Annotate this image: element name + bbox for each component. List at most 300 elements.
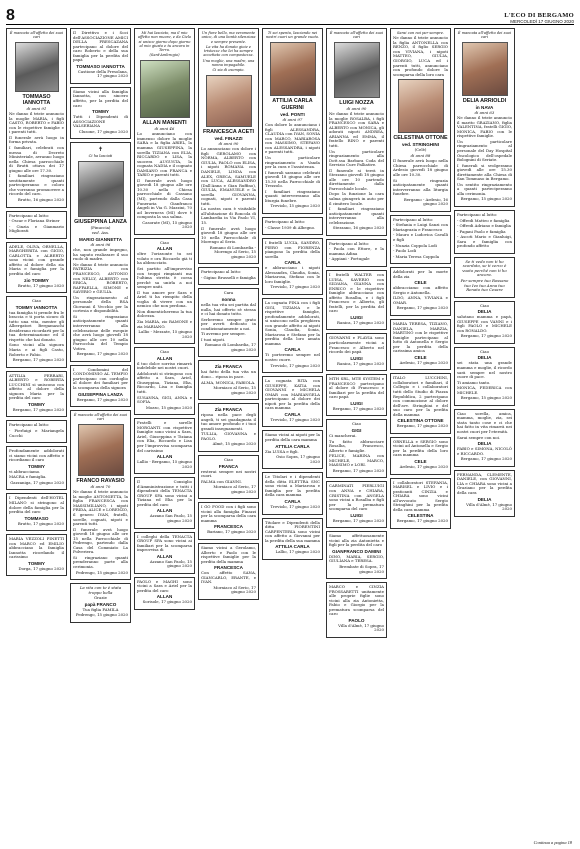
name: ALLAN <box>156 553 173 559</box>
masthead <box>504 12 574 24</box>
place-date: Bergamo, 17 giugno 2020 <box>460 456 512 462</box>
message: che, non grande impegno, ha saputo realizzare il suo ruolo di madre. <box>73 247 128 262</box>
message: Titolare e Dipendenti della ditta FIORENTINI CARPENTERIA sono vicini con affetto a Giovanni per la perdita della sua mamma <box>265 519 320 543</box>
thanks: Si ringrazia anticipatamente quanti interverranno alla liturgia funebre. <box>393 177 448 197</box>
name: TOMMY IANNOTTA <box>15 304 58 310</box>
message: Serberemo sempre grato per averti dedicato in condizionatamente a noi. <box>201 316 256 331</box>
intro-text: È mancato all'affetto dei suoi cari <box>73 413 128 422</box>
condolence-note <box>6 296 67 368</box>
condolence-note <box>390 373 451 433</box>
name: DELIA <box>477 441 492 447</box>
list-entry: - Cinzia e Gianmario Migliorati <box>9 223 64 234</box>
condolence-note <box>326 582 387 638</box>
list-title: Partecipano al lutto: <box>265 218 306 224</box>
place-date: Almè, 15 giugno 2020 <box>212 441 256 447</box>
thanks: Un ringraziamento al personale della RSA Giovanni il Vecchio per la cortesia e disponibilità. <box>73 294 128 314</box>
thanks: Si ringraziano quanti prenderanno parte alla cerimonia. <box>73 554 128 569</box>
place-date: Mozzo, 15 giugno 2020 <box>145 404 192 410</box>
message: Ci mancherai. <box>329 433 357 439</box>
condolence-list <box>390 215 451 264</box>
signature: Con affetto SANA, GIANCARLO, ERANTE, e IVAN. <box>201 570 256 585</box>
visitation-info: La nostra cara è visitabile all'abitazione di Roncola di Lambardia in Via Paolo VI, 15. <box>201 206 256 225</box>
intro-text: La vita ha donato gioie e tristezze che lei ha sempre accettato con compostezza. <box>203 44 254 58</box>
intro-text: Ci sia di esempio. <box>212 68 245 73</box>
obituary-lanza <box>70 142 131 362</box>
age: di anni 96 <box>90 241 111 247</box>
message: Sei partito all'improvviso con troppi rimpianti ma l'ultima stretta è coesa perché sa unirla a noi sempre uniti. <box>137 266 192 290</box>
condolence-note <box>454 470 515 517</box>
message: Grazie <box>94 595 107 601</box>
greeting: Ciao <box>480 302 489 308</box>
page-number: 8 <box>6 7 15 24</box>
obituary-guerini <box>262 28 323 214</box>
place-date: Bergamo, 17 giugno 2020 <box>396 423 448 429</box>
place-date: Bergamo, 17 giugno 2020 <box>12 406 64 412</box>
announcement: Con dolore lo annunciano i figli ALESSANDRA, CLAUDIA con IVAN, SONIA con MARCO, MARIAROSA con MASSIMO, STEFANO con ALESSANDRA, i nipoti e parenti tutti. <box>265 122 320 155</box>
place-date: Treviolo, 17 giugno 2020 <box>270 284 320 290</box>
place-date: Morniaco al Serio, 17 giugno 2020 <box>213 484 256 494</box>
condolence-note <box>262 518 323 560</box>
name: CELE <box>414 354 427 360</box>
thanks: I familiari ringraziano anticipatamente quanti interverranno alla celebrazione. <box>329 206 384 225</box>
deceased-name: ALLAN MANENTI <box>142 119 187 126</box>
issue-date: MERCOLEDÌ 17 GIUGNO 2020 <box>510 19 574 24</box>
list-title: Partecipano al lutto: <box>201 269 242 275</box>
message: ADELE, OLIVA, ORNELLA, MARGHERITA con GIGIO, CARLOTTA e ALBERTO sono vicini con grande affetto al dolore della zia Maria e famiglia per la perdita del caro <box>9 243 64 276</box>
name: Zia FRANCA <box>214 364 243 370</box>
column-4 <box>198 28 259 843</box>
place-date: Brutto, 17 giugno 2020 <box>17 520 64 526</box>
message: La cognata PINA con i figli GIGI, TIZIANA e le rispettive famiglie, profondamente addolorati, si uniscono nella preghiera con grande affetto ai nipoti Sonia, Claudia, Sonia, Mariarosa e Stefano per la perdita della loro amata mamma <box>265 300 320 346</box>
place-date: Azzano San Paolo, 15 giugno 2020 <box>149 513 192 523</box>
list-entry: - Ascoti Mario e Gianluigi, Sara e famiglia con profondo affetto <box>457 234 512 249</box>
message: Siamo affettuosamente vicini alla zia Antonietta e figli per la perdita del caro <box>329 533 384 548</box>
deceased-name: LUIGI NOZZA <box>339 99 374 106</box>
place-date: Treviolo, 17 giugno 2020 <box>270 416 320 422</box>
place-date: Bergamo, 17 giugno 2020 <box>76 351 128 357</box>
column-8 <box>454 28 515 843</box>
surname: GUERINI <box>281 104 304 111</box>
cross-icon: ✝ <box>97 146 104 154</box>
message: e abbracciano i nipoti Alessandra, Claudia, Sonia, Mariarosa, Stefano con le loro famiglie. <box>265 265 320 284</box>
condolence-note <box>262 298 323 373</box>
condolence-list <box>6 211 67 239</box>
message: Siamo vicini a Gerolamo, Alberto e Paolo con le rispettive famiglie per la perdita della mamma <box>201 545 256 564</box>
condolence-note <box>70 87 131 139</box>
message: MARCO e CINZIA FROSSARETTI unitamente alle proprie figlie sono vicini alla zia Antonietta, Fabio e Giorgio per la prematura scomparsa del caro <box>329 584 384 617</box>
condolence-note <box>262 430 323 469</box>
widow-of: ved. FINAZZI <box>214 135 243 141</box>
signature: Tua figlia FAMILA <box>82 606 119 612</box>
condolence-note <box>454 257 515 298</box>
name: LUIGI <box>350 314 363 320</box>
name: CELE <box>414 459 427 465</box>
thanks: Un particolare ringraziamento al personale del Day Hospital Oncologico dell'ospedale Bolognini di Seriate. <box>457 138 512 163</box>
message: Ti porteremo sempre nel nostro cuore. <box>265 352 320 363</box>
name: CELESTINA OTTONE <box>397 418 444 424</box>
announcement: Ne danno il triste annuncio la moglie MARIA, i figli CASTO, ROBERTO e FABIO con le rispettive famiglie e i parenti tutti. <box>9 111 64 135</box>
announcement: Ne danno il triste annuncio la moglie ANTONIETTA, la figlia FRANCESCA con MASSIMILIANO, i nipoti FRIDA, ALICE e LORENZO, il genero IVAN, fratelli, sorelle, cognati, nipoti e parenti tutti. <box>73 489 128 527</box>
message: I fratelli WALTER con LUISA, SAVERIO con SILVANA, GIANNA con ENRICO e le rispettive famiglie abbracciano con affetto Rosalba, e i figli Francesco e Alberto, gli fratelli, per la perdita del caro <box>329 272 384 314</box>
signature: Per sempre tuo Rossano tuo Ivo tuo Anna tuo Renato tuo Cesare <box>460 278 509 293</box>
signature: ILDO, ANNA, VIVIANA e OMAR. <box>393 295 448 305</box>
condolence-note <box>6 493 67 531</box>
place-date: Morniaco al Serio, 17 giugno 2020 <box>213 584 256 595</box>
name: DELIA <box>477 309 492 315</box>
condolence-note <box>6 446 67 490</box>
portrait-photo <box>334 42 380 98</box>
portrait-photo <box>140 60 190 118</box>
list-entry: - Maria Teresa Coppola <box>393 253 440 259</box>
condolence-list <box>262 217 323 235</box>
greeting: Ciao <box>352 421 361 427</box>
obituary-arrioldi <box>454 28 515 207</box>
spouse-name: MARIO GIANNETTA <box>78 236 123 242</box>
place-date: Morniaco al Serio, 15 giugno 2020 <box>213 385 256 395</box>
message: Siamo vicini alla famiglia Iannotta, con sincero affetto, per la perdita del caro <box>73 88 128 108</box>
condolence-note <box>262 472 323 514</box>
announcement: Ne danno il triste annuncio PATRIZIA con FRANCESCO, ANTONIO con NELLY, ALBERTO con ERICA, ROBERTO, RAFFAELLA, SIMONE e SAVERIO e GIULIA. <box>73 261 128 295</box>
condolence-note <box>6 534 67 576</box>
name: ATTILIA CARLA <box>275 544 310 550</box>
list-title: Partecipano al lutto: <box>9 212 50 218</box>
age: di anni 70 <box>90 483 111 489</box>
list-entry: - Paolo Lodi <box>393 248 417 254</box>
message: CARMINATI PIERLUIGI con ANNA e CHIARA, CRISTINA con ANGELA sono vicini a Rosalba e figli per la prematura scomparsa del caro <box>329 483 384 512</box>
list-entry: - Stefania e Luigi Sanzi con Mariagrazia e Francesco <box>393 222 448 232</box>
place-date: Ardesio, 17 giugno 2020 <box>399 464 448 470</box>
name: CELESTINA <box>407 513 434 519</box>
name: LUIGI <box>350 355 363 361</box>
portrait-photo <box>462 42 508 96</box>
list-title: Partecipano al lutto: <box>9 422 50 428</box>
list-entry: - Pagani Paolo e famiglia <box>457 228 506 234</box>
place-date: Romano di Lombardia - Morengo al Serio, 15 giugno 2020 <box>209 244 256 259</box>
message: Profondamente addolorati ci siamo vicini con affetto e ricordiamo il caro <box>9 448 64 463</box>
place-date: Treviolo, 17 giugno 2020 <box>270 362 320 368</box>
condolence-note <box>198 403 259 452</box>
list-entry: - Pierluigi e Mariangela Cucchi <box>9 428 64 438</box>
age: di anni 91 <box>26 105 47 111</box>
message: Il tuo amore per Sara e Ariel ti ha riempito della voglia di vivere con un nemico che non perdona. <box>137 289 192 309</box>
place-date: Bergamo - Ardesio, 16 giugno 2020 <box>403 196 448 207</box>
name: ALLAN <box>156 454 173 460</box>
funeral-info: Il funerale avrà luogo nella Chiesa parrocchiale di Ardesio giovedì 18 giugno alle ore 10.30. <box>393 158 448 177</box>
message: ORNELLA e SERGIO sono vicini ad Antonella e Sergio per la perdita della loro cara mamma <box>393 438 448 458</box>
deceased-name: CELESTINA OTTONE <box>393 135 448 142</box>
place-date: Villa d'Almè, 17 giugno 2020 <box>338 622 384 633</box>
condolence-note <box>390 267 451 316</box>
greeting: Ciao <box>32 298 41 304</box>
name: CARLA <box>284 347 301 353</box>
place-date: Lallio, 17 giugno 2020 <box>275 549 320 555</box>
widow-of: ved. PONTI <box>280 111 305 117</box>
announcement: Ne danno il triste annuncio la moglie ROSALBA, i figli FRANCESCO con SARA e ALBERTO con MONICA, gli adorati nipoti ANDREA, ARIANNA ed EMMA, il fratello RINO e parenti tutti. <box>329 111 384 148</box>
message: oltre l'orizzonte tu sei volato e ora Riccardo già ti ha abbracciato. <box>137 251 192 266</box>
message: sei stata una grande mamma e moglie, il ricordo sarà sempre nel nostro cuore di pace. <box>457 360 512 380</box>
age: di anni 88 <box>410 152 431 158</box>
place-date: Bergamo, 17 giugno 2020 <box>396 305 448 311</box>
place-date: Treviolo, 17 giugno 2020 <box>270 503 320 509</box>
intro-text: Ti sei spenta, lasciando nei nostri cuori un grande vuoto. <box>265 31 320 40</box>
place-date: Villa d'Almè, 17 giugno 2020 <box>466 501 512 512</box>
continued-notice: Continua a pagina 18 <box>533 840 572 845</box>
deceased-name: TOMMASO IANNOTTA <box>22 93 51 106</box>
name: TOMMASO IANNOTTA <box>76 63 125 69</box>
message: Addolorati per la morte della zia <box>393 269 448 279</box>
name: ATTILIA CARLA <box>275 443 310 449</box>
message: riposa nella pace degli angeli, ti sei guadagnata il tuo amore profondo e i tuoi grandi insegnamenti. <box>201 412 256 431</box>
place-date: Brutto, 16 giugno 2020 <box>17 196 64 202</box>
place-date: Bergamo, 17 giugno 2020 <box>76 396 128 402</box>
condolence-note <box>70 28 131 84</box>
married-name: in NAVA <box>475 104 494 110</box>
message: tua famiglia ti prende fra le braccia e ti porta sicuro di tutto una vita, mentre gli Albergatori Bergamaschi desiderano ricordarti per la tua determinazione ed il rispetto che hai donato. <box>9 309 64 342</box>
thanks: Un sentito ringraziamento a quanti parteciperanno alla cerimonia. <box>457 181 512 196</box>
signature: ALMA, MONICA, FABIOLA. <box>201 379 256 385</box>
funeral-info: Si ringraziano anticipatamente quanti interverranno alla celebrazione delle esequie che avrà luogo giovedì 18 giugno alle ore 10 nella Parrocchia del Tempio Votivo. <box>73 313 128 351</box>
condolence-note <box>454 409 515 467</box>
message: I Dipendenti dell'HOTEL MILANO si stringono al dolore della famiglia per la perdita del caro <box>9 495 64 515</box>
signature: Zia MARIA, zio RAMONE e zia MARIANO. <box>137 319 192 329</box>
place-date: Casorate (MI), 15 giugno 2020 <box>142 219 192 230</box>
column-7 <box>390 28 451 843</box>
intro-text: Un fiore bello, ma veramente unico, di una bontà silenziosa e sempre presente. <box>201 31 256 44</box>
greeting: Ciao <box>480 348 489 354</box>
condolence-note <box>198 288 259 357</box>
portrait-photo <box>15 42 59 92</box>
condolence-note <box>390 437 451 475</box>
place-date: Bariano, 17 giugno 2020 <box>207 529 256 535</box>
condolence-note <box>326 481 387 528</box>
list-entry: - Gigino Brusselli e famiglia <box>201 274 256 280</box>
portrait-photo <box>270 42 316 96</box>
signature: TULLIA, GIOVANNA e PAOLO. <box>201 431 256 441</box>
place-date: Azzano San Paolo, 15 giugno 2020 <box>149 558 192 569</box>
condolence-note <box>134 347 195 415</box>
message: I GO FOOD con i figli sono vicini alla famiglia Finazzi per la scomparsa della cara mamma <box>201 504 256 523</box>
name: ALLAN <box>156 508 173 514</box>
message: Ti amiamo tanto. <box>457 379 491 385</box>
message: La cognata RITA con GIUSEPPE, KATIA con GIOVANNI e MICHELA OMAR con MARIANGELA partecipano al dolore dei nipoti per la perdita della cara mamma <box>265 378 320 411</box>
condolence-note <box>390 478 451 529</box>
name: GIGI <box>351 428 362 434</box>
condolence-note <box>326 374 387 416</box>
message: ATTILIA FERRARI, ALBERTO e ROBERTA LUCCHINI si uniscono con affetto al dolore della signora Maria per la perdita del caro <box>9 372 64 401</box>
signature: FABIO e SIMONA, NICOLÒ e RICCARDO. <box>457 446 512 456</box>
condolence-list <box>326 239 387 267</box>
place-date: Bergamo, 15 giugno 2020 <box>460 196 512 202</box>
place-date: Pedrengo, 15 giugno 2020 <box>75 569 128 575</box>
condolence-note <box>134 418 195 474</box>
place-date: Pedrengo, 15 giugno 2020 <box>75 612 128 618</box>
intro-text: Ci ha lasciati <box>88 154 113 159</box>
place-date: Osio Sopra, 17 giugno 2020 <box>276 454 320 464</box>
message: Siamo vicini ai nipoti per la perdita della cara mamma <box>265 432 320 443</box>
message: Le Titolari e i dipendenti della ditta ELETTRA SNC sono vicini a Mariarosa e famiglia per la perdita della cara mamma <box>265 474 320 498</box>
condolence-note <box>134 477 195 528</box>
list-title: Partecipano al lutto: <box>329 240 370 246</box>
mass-info: I familiari, celebrati con messa di Decreto Ministeriale, avranno luogo nella Chiesa parrocchiale di Brutti ottava dei 17 giugno alle ore 17.30. <box>9 144 64 173</box>
list-entry: - Offredi Matteo e famiglia <box>457 217 510 223</box>
deceased-name: DELIA ARRIOLDI <box>462 97 507 104</box>
message: Addolorati si stringono con affetto a Sara, Ariel, Giuseppina, Tiziana, Elia, Riccardo, Lisa e famiglia tutti. <box>137 370 192 395</box>
deceased-name: GIUSEPPINA LANZA <box>74 218 127 225</box>
name: DELIA <box>477 496 492 502</box>
name: TOMMASO <box>24 515 49 521</box>
portrait-photo <box>398 79 444 133</box>
signature: MONICA, FEDERICA con MICHELE. <box>457 385 512 395</box>
column-5 <box>262 28 323 843</box>
name: TOMMY <box>91 109 109 115</box>
place-date: Clusone, 17 giugno 2020 <box>78 128 128 134</box>
name: TOMMY <box>27 560 45 566</box>
intro-text: È mancato all'affetto dei suoi cari <box>329 31 384 40</box>
signature: FELICE, MARINA con MICHELE, MARCO, MASSIMO e LORI. <box>329 453 384 468</box>
condolence-note <box>326 531 387 579</box>
greeting: Ciao <box>224 457 233 463</box>
funeral-info: Il funerale avrà luogo giovedì 18 giugno alle ore 10 nella Parrocchiale di Morengo al Serio. <box>201 225 256 245</box>
message: Ciao sorella, amica, mamma, moglie, zia, sei stata tanto cose e ci che hai fatto in vita rimarrà nei nostri cuori per l'eternità. <box>457 410 512 435</box>
name: ALLAN <box>156 594 173 600</box>
name: nonna <box>221 296 236 302</box>
newspaper-name: L'ECO DI BERGAMO <box>504 12 574 19</box>
place-date: Romano di Lombardia, 17 giugno 2020 <box>204 342 256 352</box>
condolence-note <box>134 532 195 574</box>
list-title: Partecipano al lutto: <box>457 211 498 217</box>
announcement: Ne danno il triste annuncio il marito GRAZIANO, figlia VALENTINA, fratelli GIGIO, MONICA, FABIO con le rispettive famiglie. <box>457 115 512 139</box>
name: CARLA <box>284 260 301 266</box>
quote-source: (Sant'Ambrogio) <box>149 53 180 58</box>
condolence-note <box>198 455 259 499</box>
thanks: I familiari ringraziano sentitamente quanti parteciperanno e coloro che vorranno promuovere a ricordo del caro. <box>9 173 64 197</box>
message: vi abbracciamo. <box>9 468 41 474</box>
signature: Tutti i Dipendenti di ASSOCIAZIONE VALSERIANA <box>73 114 128 129</box>
column-1 <box>6 28 67 843</box>
name: DELIA <box>477 355 492 361</box>
funeral-info: I funerali saranno celebrati giovedì 18 giugno alle ore 15.30 nella Parrocchiale di Trezzolo. <box>265 169 320 189</box>
message: Sono vicini alla signora Maria e ai figli Casto, Roberto e Fabio. <box>9 342 64 357</box>
signature: DINO, MARIA, SERGIO, GIULIANA e TERESA. <box>329 553 384 564</box>
page-header <box>6 6 574 25</box>
message: FERNANDA, CLEMENTE, DANIELE, con GIOVANNI, LIA e CHIARA sono vicini a Graziano per la perdita della cara <box>457 471 512 495</box>
obituary-iannotta <box>6 28 67 208</box>
list-entry: - Classe 1939 di Albegno. <box>265 224 316 230</box>
obituary-ottone <box>390 28 451 212</box>
name: CELE <box>414 280 427 286</box>
condolence-note <box>198 502 259 540</box>
quote: Mi hai lasciato, ma il mio affetto non muore, e da Cielo si unisce giorno dopo giorno al mio giusto e tu ancora in Terra. <box>137 31 192 53</box>
list-entry: - Nunzia Coppola Lodi <box>393 242 437 248</box>
name: LUIGI <box>350 512 363 518</box>
signature: PALMA con GIANNI. <box>201 478 242 484</box>
name: TOMMY <box>27 401 45 407</box>
announcement: Ne danno il triste annuncio la figlia ANTONELLA con RENZO, il figlio SERGIO con VIVIANA, i nipoti MATTEO, GIULIA, GIORGIO, LUCA ed i parenti tutti, annunciano con profondo dolore la scomparsa della loro cara <box>393 35 448 77</box>
condolence-note <box>198 543 259 600</box>
place-date: Bergamo, 17 giugno 2020 <box>332 517 384 523</box>
deceased-name: FRANCESCA ACETI <box>202 128 255 135</box>
signature: MACRA e famiglia. <box>9 474 47 480</box>
place-date: Brutto, 17 giugno 2020 <box>17 282 64 288</box>
age: di anni 90 <box>218 140 239 146</box>
condolence-note <box>134 238 195 344</box>
place-date: Castione della Presolana, 17 giugno 2020 <box>77 68 128 79</box>
age: di anni 90 <box>346 105 367 111</box>
message: Non dimenticheremo la tua dolcezza. <box>137 308 192 319</box>
list-entry: - Appiani - Fortugale <box>329 256 370 262</box>
obituary-nozza <box>326 28 387 236</box>
place-date: Stezzano, 16 giugno 2020 <box>332 225 384 231</box>
condolence-note <box>6 371 67 418</box>
place-date: Bergamo, 17 giugno 2020 <box>396 518 448 524</box>
list-entry: - Mauro e Ludovica Cavalli e figli <box>393 232 448 242</box>
name: FRANCESCA <box>214 565 243 571</box>
condolence-note <box>134 577 195 610</box>
thanks: I familiari ringraziano quanti interverranno alla liturgia funebre. <box>265 188 320 203</box>
obituary-aceti <box>198 28 259 264</box>
condolence-note <box>454 347 515 406</box>
announcement: Lo annunciano con immenso dolore la moglie SARA e la figlia ARIEL, la mamma GIUSEPPINA, la sorella TIZIANA con ELIA, RICCARDO e LISA, la suocera AUGUSTA, la cognata NADIA e il cognato DAMIANO con FRANCA e TARIO e parenti tutti. <box>137 131 192 178</box>
name: GIANFRANCO DAMINI <box>332 548 381 554</box>
funeral-info: Dopo la funzione la cara salma giungerà in auto per il cimitero locale. <box>329 191 384 206</box>
list-title: Partecipano al lutto: <box>393 216 434 222</box>
name: zio TOMMY <box>24 277 49 283</box>
greeting: Ciao <box>160 349 169 355</box>
message: La vita con te è stata troppo bella <box>79 585 122 595</box>
message: GIOVANNI e FLAVIA sono particolarmente vicini a Francesco e Alberto nel ricordo dei papà <box>329 335 384 355</box>
message: PAOLO e MAGHI sono vicini a Sara e Ariel per la perdita del caro <box>137 578 192 593</box>
condolence-list <box>6 420 67 443</box>
condolence-note <box>6 242 67 293</box>
message: Il Direttivo e i Soci dell'ASSOCIAZIONE AMICI DELLA FRESCAZANA partecipano al dolore del caro Roberto e della sua famiglia per la perdita del papà <box>73 30 128 63</box>
name: PAOLO <box>348 617 365 623</box>
condolence-note <box>262 238 323 295</box>
message: resterai sempre nei nostri cuori. <box>201 468 256 479</box>
message: Se ti vedo non ti ho scordato, se ti cerco è vuoto perché non ti ho ancora. <box>462 258 507 278</box>
condolence-note <box>326 270 387 330</box>
name: Zia FRANCA <box>214 407 243 413</box>
list-entry: - Paola con Ettore, e la mamma Adina <box>329 246 384 256</box>
message: Ti avremo per sempre. <box>201 331 246 337</box>
name: TOMMY <box>27 463 45 469</box>
portrait-photo <box>78 161 124 217</box>
place-date: Bergamo, 17 giugno 2020 <box>332 467 384 473</box>
message: I collaboratori STEFANIA, MARISEL e LIVIO e i praticanti CINZIA e CHIARA sono vicini all'avvocato Sergio Stringhini per la perdita della cara mamma <box>393 479 448 512</box>
announcement: Lo annunciano con dolore i figli GEROLAMO con NORMA, ALBERTO con GIULIA, PAOLO con ELISA, i nipoti ROMANA con DANIELE, LINDA con ALEX, GRECA, SAMUELE con LUCA, ALESSANDRO (Dall'Anna e Gian Ruffino), GIULIA, EMANUELE e la sorella GIOVANNA, cognati, nipoti e parenti tutti. <box>201 146 256 206</box>
place-date: Sorisole, 17 giugno 2020 <box>142 599 192 605</box>
deceased-name: FRANCO RAVASIO <box>76 477 125 484</box>
funeral-info: Il funerale avrà luogo giovedì 18 giugno alle ore 10.30 nella Chiesa parrocchiale di Cassano (MI), partendo dalla Casa Funeraria Gianfranco Angeli in Via G. Mazzini, 70 ad Inverness (MI) dove è composta la sua salma. <box>137 177 192 220</box>
list-entry: - Oscar e Floriana Striner <box>9 218 60 224</box>
signature: SUSANNA, GIGI, ANNA e SOFIA. <box>137 394 192 405</box>
place-date: Bergamo, 17 giugno 2020 <box>332 405 384 411</box>
condolence-note <box>326 419 387 478</box>
greeting: Ciao <box>160 239 169 245</box>
place-date: Treviolo, 15 giugno 2020 <box>270 203 320 209</box>
name: CARLA <box>284 498 301 504</box>
message: MTH SRL, MTE SYSTEM e FRANCESCO partecipano al dolore di Francesco e familiari per la perdita del caro papà <box>329 376 384 400</box>
message: I fratelli LUCIA, SANDRO, PIERO con FIORENZA piangono la perdita della sorella <box>265 240 320 259</box>
condolence-note <box>454 301 515 344</box>
place-date: Gazzaniga, 17 giugno 2020 <box>10 479 64 485</box>
message: nella tua vita sei partita dal nulla, hai offerto sè stessa e ci hai donato tutto. <box>201 301 256 317</box>
intro-text: È mancato all'affetto dei suoi cari <box>9 31 64 40</box>
message: Fratelli e sorelle MORGANTI con rispettive famiglie sono vicini a Sara, Ariel, Giuseppina e Tiziana con Elia, Riccardo e Lisa per l'improvvisa scomparsa del carissimo <box>137 420 192 453</box>
intro-text: Una moglie, una madre, una nonna impagabile. <box>202 58 255 68</box>
message: MARIA VEZZOLI PINETTI con MARCO ed EMILIO abbracciano la famiglia Iannotta ricordando il carissimo <box>9 536 64 560</box>
place-date: Ranica, 17 giugno 2020 <box>337 360 384 366</box>
widow-of: ved. Ass. <box>91 230 110 236</box>
